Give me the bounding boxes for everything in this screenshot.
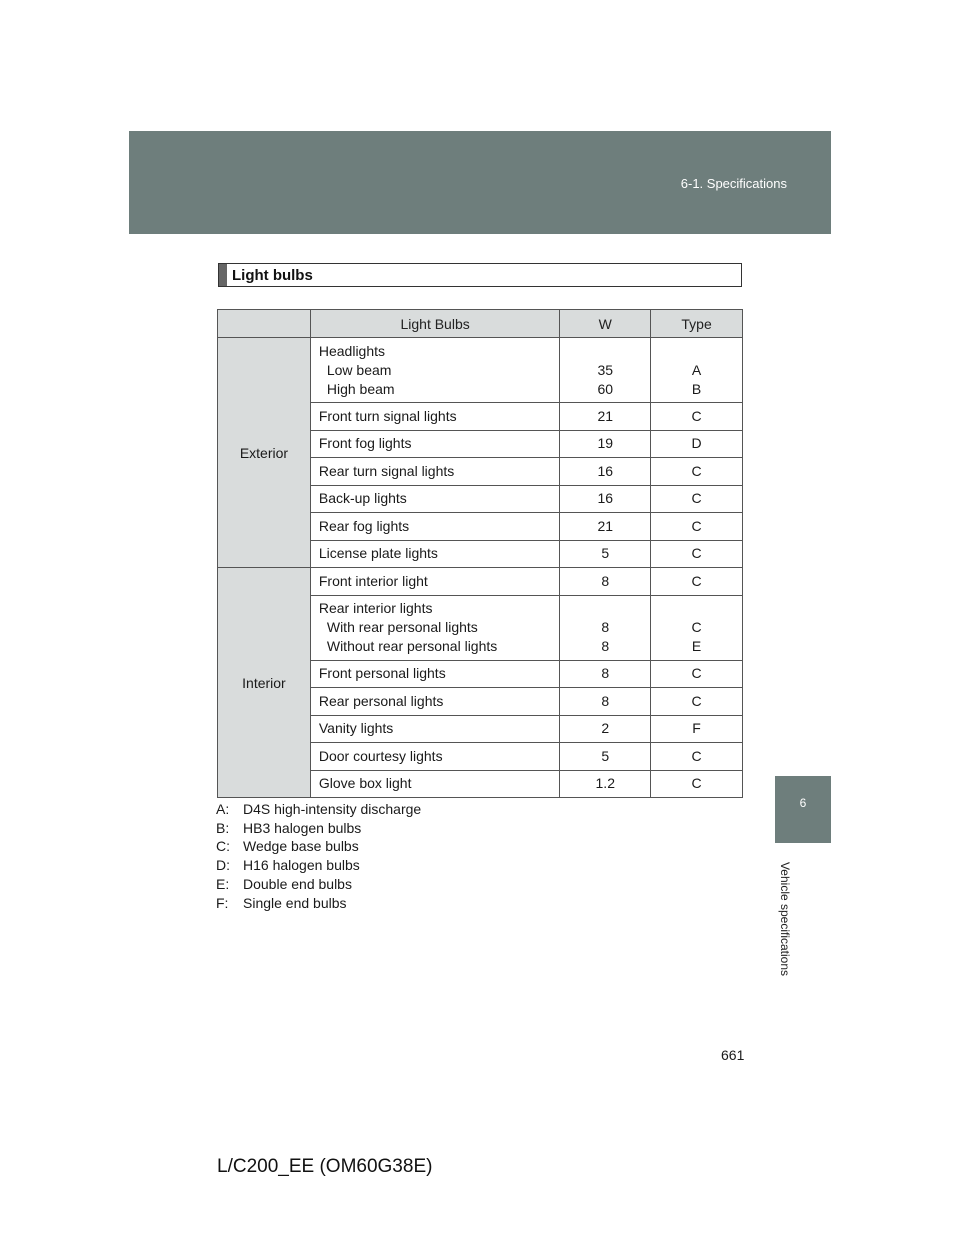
type-value: C xyxy=(691,490,702,507)
type-value-cell xyxy=(651,595,743,660)
watts-value-cell xyxy=(560,568,651,596)
watts-value-cell xyxy=(560,540,651,568)
header-light-bulbs: Light Bulbs xyxy=(310,310,560,338)
legend-key: F: xyxy=(216,894,229,911)
type-value-cell xyxy=(651,338,743,403)
watts-value: 8 xyxy=(601,692,610,709)
watts-value-cell xyxy=(560,485,651,513)
type-value: C xyxy=(691,407,702,424)
bulb-name-cell xyxy=(310,743,560,771)
bulb-name-cell xyxy=(310,458,560,486)
bulb-sub-name: High beam xyxy=(326,380,395,397)
type-value: C xyxy=(691,545,702,562)
watts-value: 8 xyxy=(601,572,610,589)
watts-value: 16 xyxy=(597,490,614,507)
watts-value-cell xyxy=(560,688,651,716)
bulb-name-cell xyxy=(310,595,560,660)
type-value: C xyxy=(691,572,702,589)
type-value: E xyxy=(691,638,702,654)
bulb-name: Rear interior lights xyxy=(318,600,433,616)
light-bulbs-table xyxy=(217,309,743,798)
bulb-sub-name: With rear personal lights xyxy=(326,619,478,635)
type-value-cell xyxy=(651,403,743,431)
watts-value-cell xyxy=(560,715,651,743)
legend-item xyxy=(216,837,421,856)
legend-item xyxy=(216,875,421,894)
legend-item xyxy=(216,894,421,913)
bulb-name-cell xyxy=(310,568,560,596)
type-value-cell xyxy=(651,540,743,568)
chapter-title: Vehicle specifications xyxy=(778,861,792,977)
watts-value: 35 xyxy=(597,361,614,378)
watts-value: 16 xyxy=(597,462,614,479)
spacer xyxy=(560,599,650,618)
type-value: C xyxy=(691,747,702,764)
header-group xyxy=(218,310,311,338)
legend-key: A: xyxy=(216,801,230,817)
watts-value-cell xyxy=(560,338,651,403)
chapter-tab xyxy=(775,776,831,843)
type-value: C xyxy=(691,517,702,534)
group-label: Exterior xyxy=(218,338,311,568)
watts-value-cell xyxy=(560,458,651,486)
bulb-name-cell xyxy=(310,688,560,716)
legend-key: B: xyxy=(216,819,230,836)
footer-code: L/C200_EE (OM60G38E) xyxy=(217,1156,433,1177)
type-value: C xyxy=(691,692,702,709)
bulb-name: Front fog lights xyxy=(318,435,412,452)
watts-value-cell xyxy=(560,403,651,431)
bulb-type-legend xyxy=(216,800,421,912)
type-value: D xyxy=(691,435,702,452)
chapter-side-label xyxy=(771,852,799,986)
bulb-name: Vanity lights xyxy=(318,720,394,737)
bulb-name-cell xyxy=(310,660,560,688)
type-value-cell xyxy=(651,513,743,541)
legend-text: Single end bulbs xyxy=(243,894,347,911)
bulb-name: License plate lights xyxy=(318,545,438,562)
watts-value-cell xyxy=(560,513,651,541)
watts-value: 21 xyxy=(597,517,614,534)
bulb-name: Front interior light xyxy=(318,572,428,589)
bulb-name: Glove box light xyxy=(318,775,412,792)
watts-value: 60 xyxy=(597,380,614,397)
type-value-cell xyxy=(651,743,743,771)
bulb-name: Rear personal lights xyxy=(318,692,444,709)
watts-value: 5 xyxy=(601,747,610,764)
watts-value-cell xyxy=(560,595,651,660)
spacer xyxy=(651,342,742,361)
table-header-row xyxy=(218,310,743,338)
type-value-cell xyxy=(651,688,743,716)
bulb-sub-name: Without rear personal lights xyxy=(326,638,498,654)
section-title-bar xyxy=(218,263,742,287)
type-value-cell xyxy=(651,430,743,458)
title-accent xyxy=(219,264,227,286)
bulb-name-cell xyxy=(310,430,560,458)
legend-key: C: xyxy=(216,838,230,855)
spacer xyxy=(651,599,742,618)
type-value: C xyxy=(691,619,702,635)
bulb-name: Back-up lights xyxy=(318,490,407,507)
type-value-cell xyxy=(651,715,743,743)
bulb-name: Rear turn signal lights xyxy=(318,462,455,479)
type-value: C xyxy=(691,665,702,682)
type-value: F xyxy=(692,720,701,737)
bulb-name: Front personal lights xyxy=(318,665,446,682)
watts-value-cell xyxy=(560,770,651,798)
table-row xyxy=(218,338,743,403)
type-value-cell xyxy=(651,770,743,798)
section-heading: 6-1. Specifications xyxy=(680,176,787,191)
watts-value: 19 xyxy=(597,435,614,452)
chapter-number: 6 xyxy=(799,796,807,810)
type-value: B xyxy=(691,380,702,397)
section-title: Light bulbs xyxy=(232,267,313,284)
legend-item xyxy=(216,800,421,819)
bulb-name-cell xyxy=(310,338,560,403)
bulb-name: Headlights xyxy=(318,342,386,359)
watts-value: 8 xyxy=(601,638,610,654)
legend-item xyxy=(216,819,421,838)
page-number: 661 xyxy=(721,1047,745,1063)
header-type: Type xyxy=(651,310,743,338)
bulb-name-cell xyxy=(310,485,560,513)
type-value-cell xyxy=(651,485,743,513)
spacer xyxy=(560,342,650,361)
legend-key: D: xyxy=(216,857,230,874)
bulb-name: Rear fog lights xyxy=(318,517,410,534)
type-value: C xyxy=(691,462,702,479)
header-band xyxy=(129,131,831,234)
bulb-name-cell xyxy=(310,513,560,541)
watts-value-cell xyxy=(560,430,651,458)
legend-text: H16 halogen bulbs xyxy=(243,857,360,874)
watts-value: 8 xyxy=(601,619,610,635)
type-value: A xyxy=(691,361,702,378)
watts-value: 8 xyxy=(601,665,610,682)
watts-value: 5 xyxy=(601,545,610,562)
table-body xyxy=(218,338,743,798)
type-value-cell xyxy=(651,660,743,688)
bulb-name-cell xyxy=(310,770,560,798)
watts-value: 1.2 xyxy=(595,775,615,792)
header-watts: W xyxy=(560,310,651,338)
legend-text: D4S high-intensity discharge xyxy=(243,801,422,817)
watts-value-cell xyxy=(560,743,651,771)
table-row xyxy=(218,568,743,596)
watts-value: 2 xyxy=(601,720,610,737)
legend-key: E: xyxy=(216,875,230,892)
type-value-cell xyxy=(651,458,743,486)
group-label: Interior xyxy=(218,568,311,798)
bulb-name: Door courtesy lights xyxy=(318,747,443,764)
bulb-name-cell xyxy=(310,715,560,743)
watts-value: 21 xyxy=(597,407,614,424)
type-value: C xyxy=(691,775,702,792)
bulb-name: Front turn signal lights xyxy=(318,407,457,424)
bulb-name-cell xyxy=(310,540,560,568)
legend-text: Wedge base bulbs xyxy=(243,838,359,855)
bulb-sub-name: Low beam xyxy=(326,361,392,378)
bulb-name-cell xyxy=(310,403,560,431)
legend-text: HB3 halogen bulbs xyxy=(243,819,362,836)
legend-item xyxy=(216,856,421,875)
watts-value-cell xyxy=(560,660,651,688)
legend-text: Double end bulbs xyxy=(243,875,352,892)
type-value-cell xyxy=(651,568,743,596)
